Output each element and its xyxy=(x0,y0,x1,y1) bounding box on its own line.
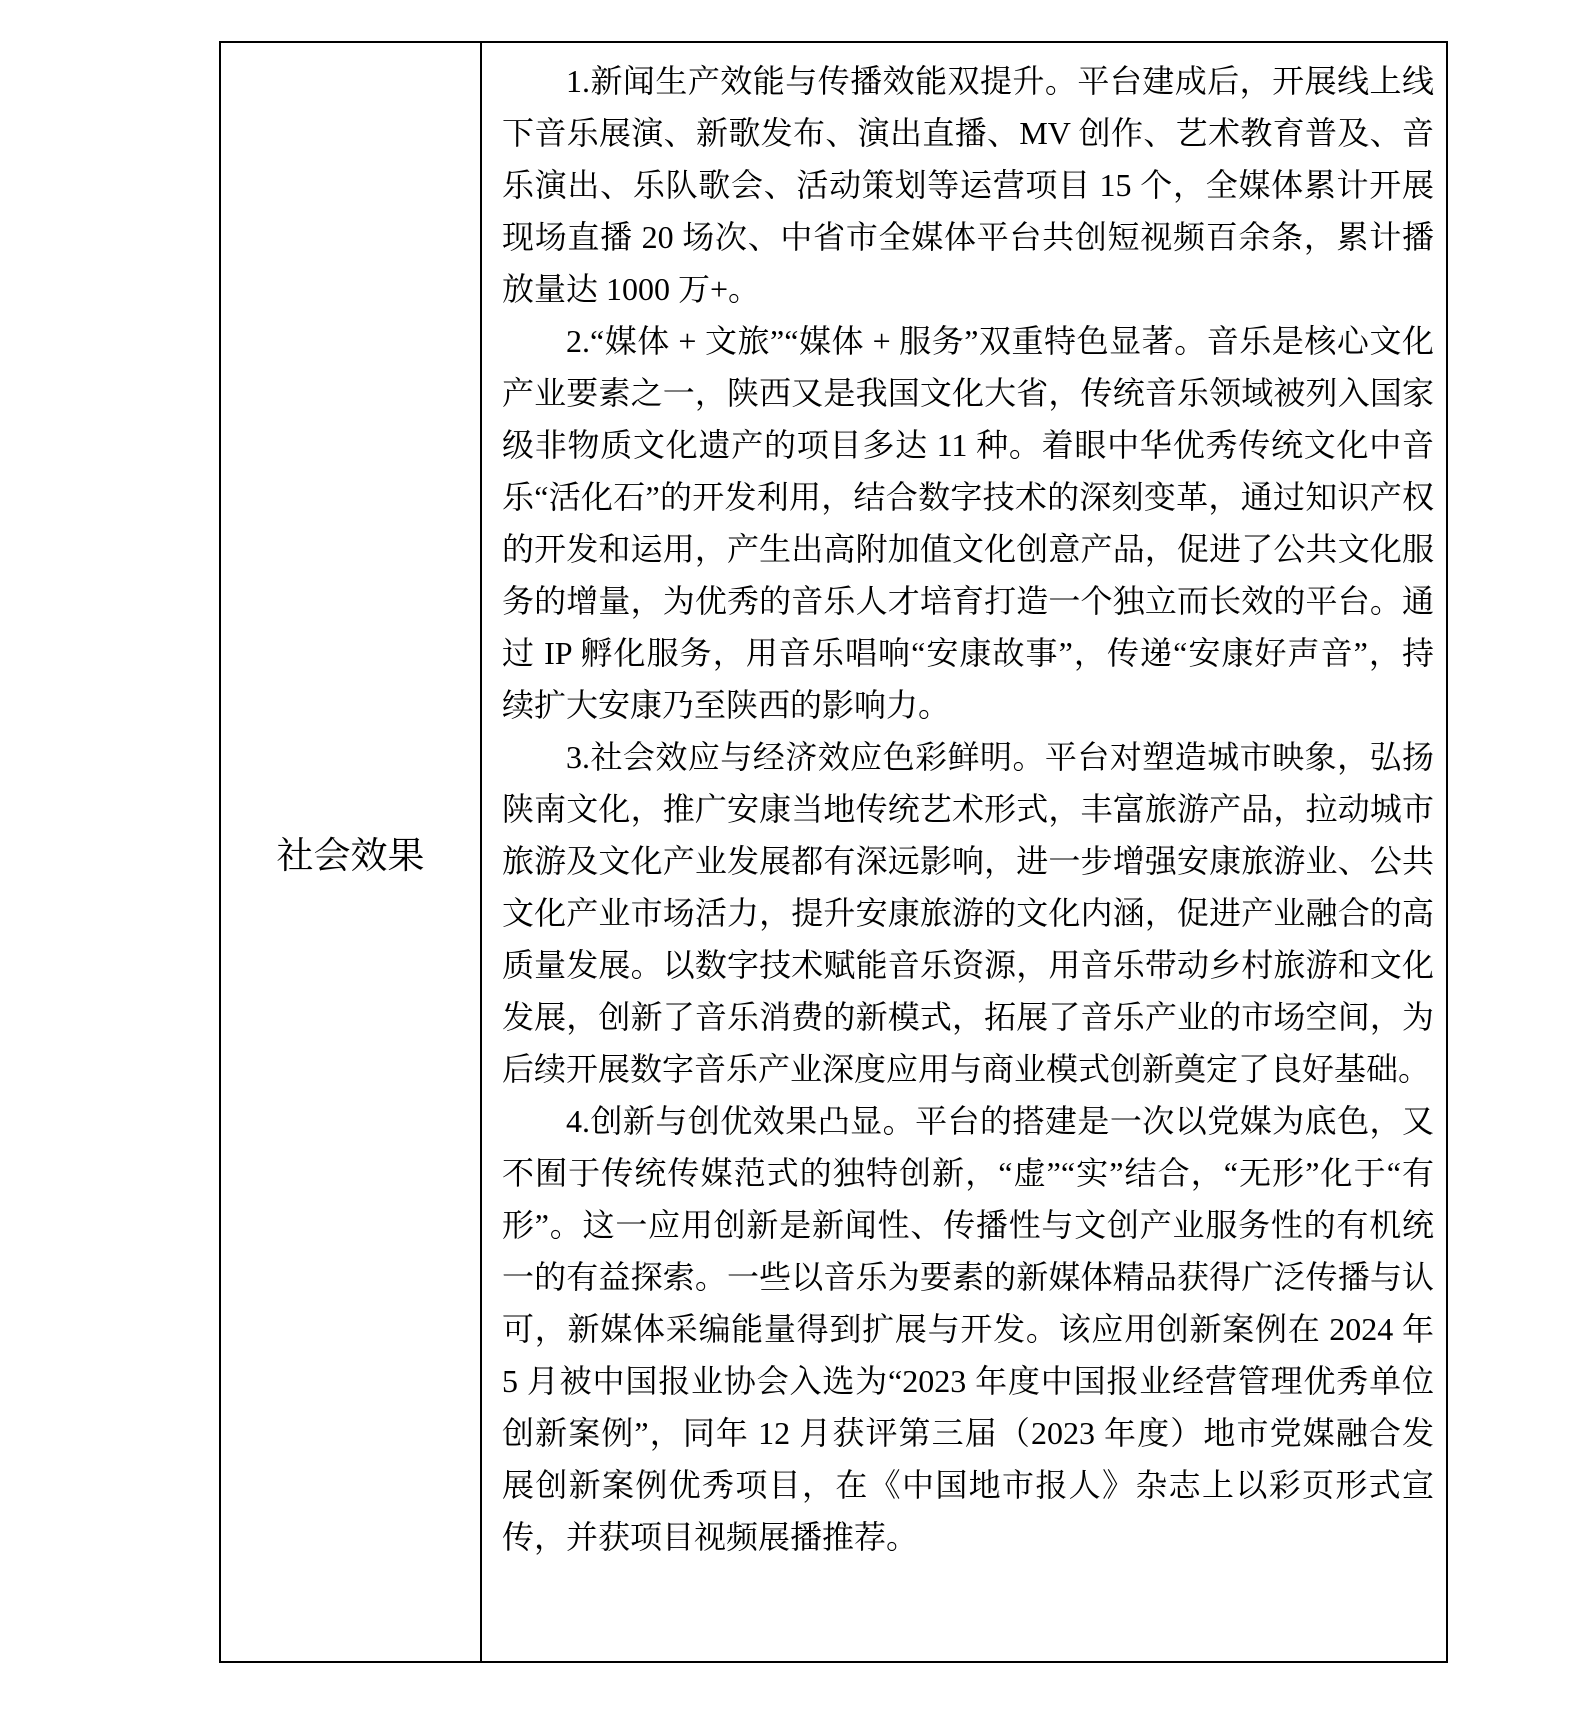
social-effects-table xyxy=(219,41,1448,1663)
row-content-cell xyxy=(481,42,1447,1662)
table-row xyxy=(220,42,1447,1662)
paragraph-news-production: 1.新闻生产效能与传播效能双提升。平台建成后，开展线上线下音乐展演、新歌发布、演出直播、MV 创作、艺术教育普及、音乐演出、乐队歌会、活动策划等运营项目 15 个，全媒体累计开展现场直播 20 场次、中省市全媒体平台共创短视频百余条，累计播放量达 1000 万+。 xyxy=(502,63,1434,307)
paragraph-innovation-results: 4.创新与创优效果凸显。平台的搭建是一次以党媒为底色，又不囿于传统传媒范式的独特创新，“虚”“实”结合，“无形”化于“有形”。这一应用创新是新闻性、传播性与文创产业服务性的有机统一的有益探索。一些以音乐为要素的新媒体精品获得广泛传播与认可，新媒体采编能量得到扩展与开发。该应用创新案例在 2024 年 5 月被中国报业协会入选为“2023 年度中国报业经营管理优秀单位创新案例”，同年 12 月获评第三届（2023 年度）地市党媒融合发展创新案例优秀项目，在《中国地市报人》杂志上以彩页形式宣传，并获项目视频展播推荐。 xyxy=(502,1103,1434,1555)
paragraph-social-economic-effects: 3.社会效应与经济效应色彩鲜明。平台对塑造城市映象，弘扬陕南文化，推广安康当地传统艺术形式，丰富旅游产品，拉动城市旅游及文化产业发展都有深远影响，进一步增强安康旅游业、公共文化产业市场活力，提升安康旅游的文化内涵，促进产业融合的高质量发展。以数字技术赋能音乐资源，用音乐带动乡村旅游和文化发展，创新了音乐消费的新模式，拓展了音乐产业的市场空间，为后续开展数字音乐产业深度应用与商业模式创新奠定了良好基础。 xyxy=(502,739,1434,1087)
row-header-cell xyxy=(220,42,481,1662)
row-header-label: 社会效果 xyxy=(276,836,425,877)
paragraph-media-culture-tourism: 2.“媒体 + 文旅”“媒体 + 服务”双重特色显著。音乐是核心文化产业要素之一，陕西又是我国文化大省，传统音乐领域被列入国家级非物质文化遗产的项目多达 11 种。着眼中华优秀传统文化中音乐“活化石”的开发利用，结合数字技术的深刻变革，通过知识产权的开发和运用，产生出高附加值文化创意产品，促进了公共文化服务的增量，为优秀的音乐人才培育打造一个独立而长效的平台。通过 IP 孵化服务，用音乐唱响“安康故事”，传递“安康好声音”，持续扩大安康乃至陕西的影响力。 xyxy=(502,323,1434,723)
